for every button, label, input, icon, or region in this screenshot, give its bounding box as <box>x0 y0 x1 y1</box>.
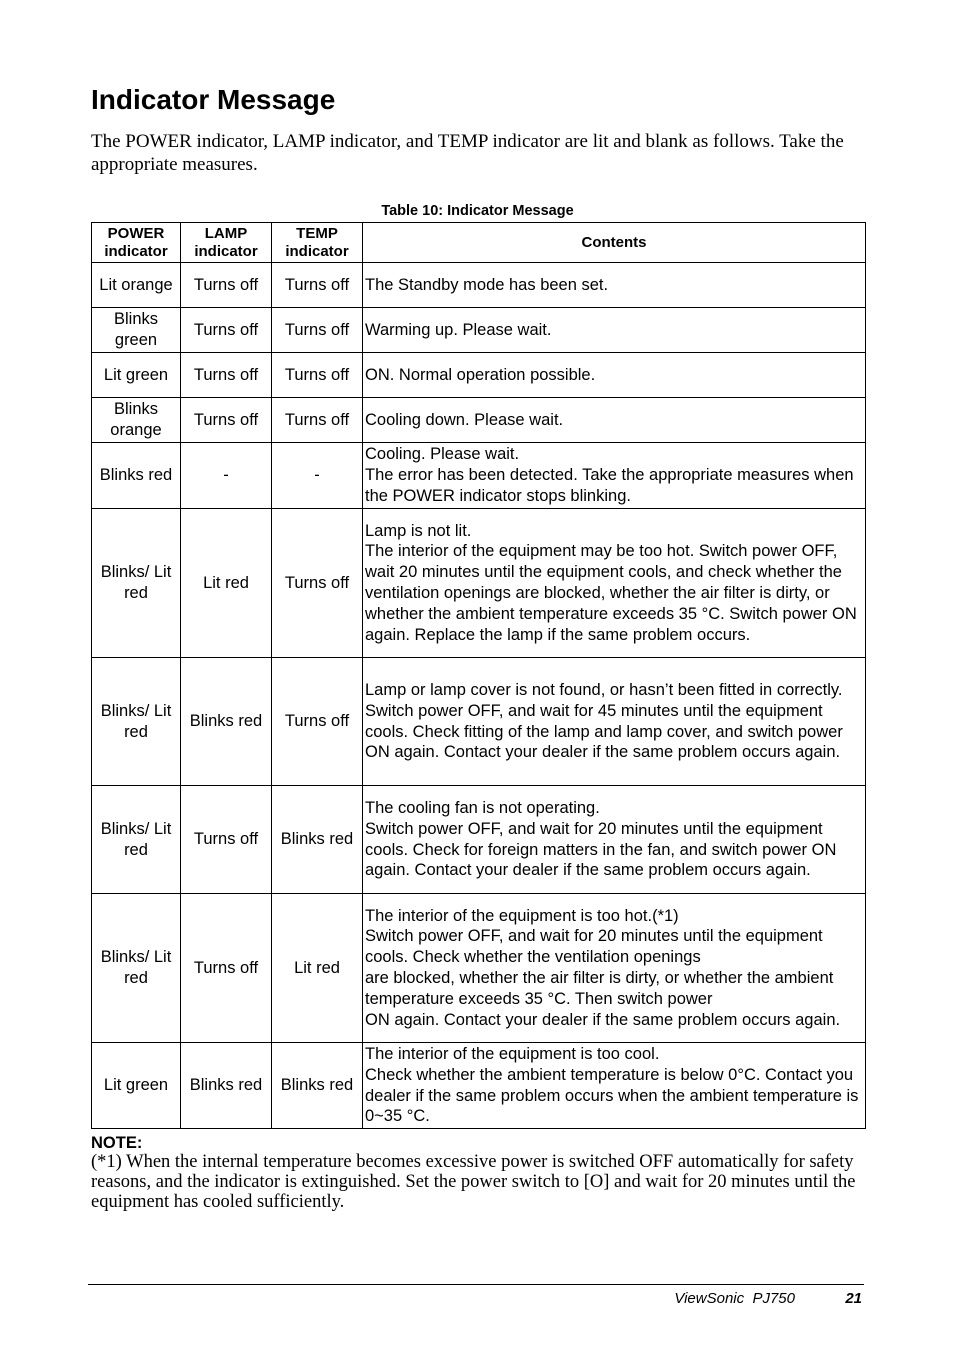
contents-line: The cooling fan is not operating. <box>365 798 600 817</box>
table-row <box>92 786 866 894</box>
table-row <box>92 509 866 658</box>
temp-cell: Turns off <box>272 308 363 353</box>
lamp-cell: Blinks red <box>181 658 272 786</box>
contents-cell <box>363 398 866 443</box>
table-header-row <box>92 223 866 263</box>
contents-cell <box>363 894 866 1043</box>
lamp-cell: - <box>181 443 272 509</box>
header-contents: Contents <box>363 223 866 263</box>
contents-line: Lamp is not lit. <box>365 521 472 540</box>
table-row <box>92 308 866 353</box>
header-lamp: LAMP indicator <box>181 223 272 263</box>
contents-cell <box>363 308 866 353</box>
contents-line: The interior of the equipment is too cool. <box>365 1044 660 1063</box>
power-cell: Blinks/ Lit red <box>92 894 181 1043</box>
temp-cell: Turns off <box>272 353 363 398</box>
lamp-cell: Blinks red <box>181 1043 272 1129</box>
temp-cell: Blinks red <box>272 1043 363 1129</box>
lamp-cell: Turns off <box>181 398 272 443</box>
contents-line: Cooling. Please wait. <box>365 445 520 464</box>
contents-line: Switch power OFF, and wait for 20 minutes until the equipment cools. Check whether the ventilation openings <box>365 927 823 967</box>
contents-line: Warming up. Please wait. <box>365 320 552 339</box>
contents-cell <box>363 786 866 894</box>
power-cell: Blinks/ Lit red <box>92 658 181 786</box>
footer-divider <box>88 1284 864 1285</box>
contents-line: Switch power OFF, and wait for 20 minutes until the equipment cools. Check for foreign matters in the fan, and switch power ON again. Contact your dealer if the same problem occurs again. <box>365 819 837 880</box>
temp-cell: Turns off <box>272 263 363 308</box>
table-row <box>92 443 866 509</box>
page-title: Indicator Message <box>91 84 336 115</box>
page-number: 21 <box>845 1290 862 1307</box>
contents-line: The error has been detected. Take the appropriate measures when the POWER indicator stops blinking. <box>365 466 854 505</box>
temp-cell: Turns off <box>272 509 363 658</box>
contents-line: ON. Normal operation possible. <box>365 365 596 384</box>
temp-cell: Lit red <box>272 894 363 1043</box>
power-cell: Blinks green <box>92 308 181 353</box>
lamp-cell: Turns off <box>181 353 272 398</box>
power-cell: Lit orange <box>92 263 181 308</box>
contents-cell <box>363 353 866 398</box>
power-cell: Blinks red <box>92 443 181 509</box>
power-cell: Blinks orange <box>92 398 181 443</box>
header-power: POWER indicator <box>92 223 181 263</box>
table-row <box>92 658 866 786</box>
table-row <box>92 353 866 398</box>
temp-cell: - <box>272 443 363 509</box>
contents-cell <box>363 263 866 308</box>
intro-paragraph: The POWER indicator, LAMP indicator, and TEMP indicator are lit and blank as follows. Take the appropriate measures. <box>91 131 844 175</box>
power-cell: Blinks/ Lit red <box>92 786 181 894</box>
footer-brand: ViewSonic PJ750 <box>674 1290 795 1307</box>
table-row <box>92 398 866 443</box>
table-row <box>92 1043 866 1129</box>
contents-line: Check whether the ambient temperature is below 0°C. Contact you dealer if the same problem occurs when the ambient temperature is 0~35 °C. <box>365 1065 859 1126</box>
power-cell: Blinks/ Lit red <box>92 509 181 658</box>
indicator-table <box>91 222 866 1129</box>
contents-cell <box>363 1043 866 1129</box>
lamp-cell: Lit red <box>181 509 272 658</box>
contents-line: The interior of the equipment is too hot.(*1) <box>365 906 679 925</box>
contents-cell <box>363 509 866 658</box>
note-label: NOTE: <box>91 1134 143 1152</box>
table-row <box>92 894 866 1043</box>
header-temp: TEMP indicator <box>272 223 363 263</box>
lamp-cell: Turns off <box>181 263 272 308</box>
power-cell: Lit green <box>92 353 181 398</box>
temp-cell: Turns off <box>272 658 363 786</box>
contents-line: Cooling down. Please wait. <box>365 410 564 429</box>
contents-cell <box>363 658 866 786</box>
contents-line: Lamp or lamp cover is not found, or hasn’t been fitted in correctly. <box>365 680 843 699</box>
lamp-cell: Turns off <box>181 308 272 353</box>
temp-cell: Blinks red <box>272 786 363 894</box>
temp-cell: Turns off <box>272 398 363 443</box>
table-caption: Table 10: Indicator Message <box>381 203 574 219</box>
lamp-cell: Turns off <box>181 894 272 1043</box>
contents-line: The Standby mode has been set. <box>365 275 609 294</box>
contents-cell <box>363 443 866 509</box>
contents-line: Switch power OFF, and wait for 45 minutes until the equipment cools. Check fitting of the lamp and lamp cover, and switch power ON again. Contact your dealer if the same problem occurs again. <box>365 701 843 762</box>
power-cell: Lit green <box>92 1043 181 1129</box>
contents-line: The interior of the equipment may be too hot. Switch power OFF, wait 20 minutes until the equipment cools, and check whether the ventilation openings are blocked, whether the air filter is dirty, or whether the ambient temperature exceeds 35 °C. Switch power ON again. Replace the lamp if the same problem occurs. <box>365 542 857 644</box>
contents-line: ON again. Contact your dealer if the same problem occurs again. <box>365 1010 841 1029</box>
contents-line: are blocked, whether the air filter is dirty, or whether the ambient temperature exceeds 35 °C. Then switch power <box>365 969 834 1008</box>
note-text: (*1) When the internal temperature becomes excessive power is switched OFF automatically for safety reasons, and the indicator is extinguished. Set the power switch to [O] and wait for 20 minutes until the equipment has cooled sufficiently. <box>91 1152 856 1212</box>
lamp-cell: Turns off <box>181 786 272 894</box>
table-row <box>92 263 866 308</box>
